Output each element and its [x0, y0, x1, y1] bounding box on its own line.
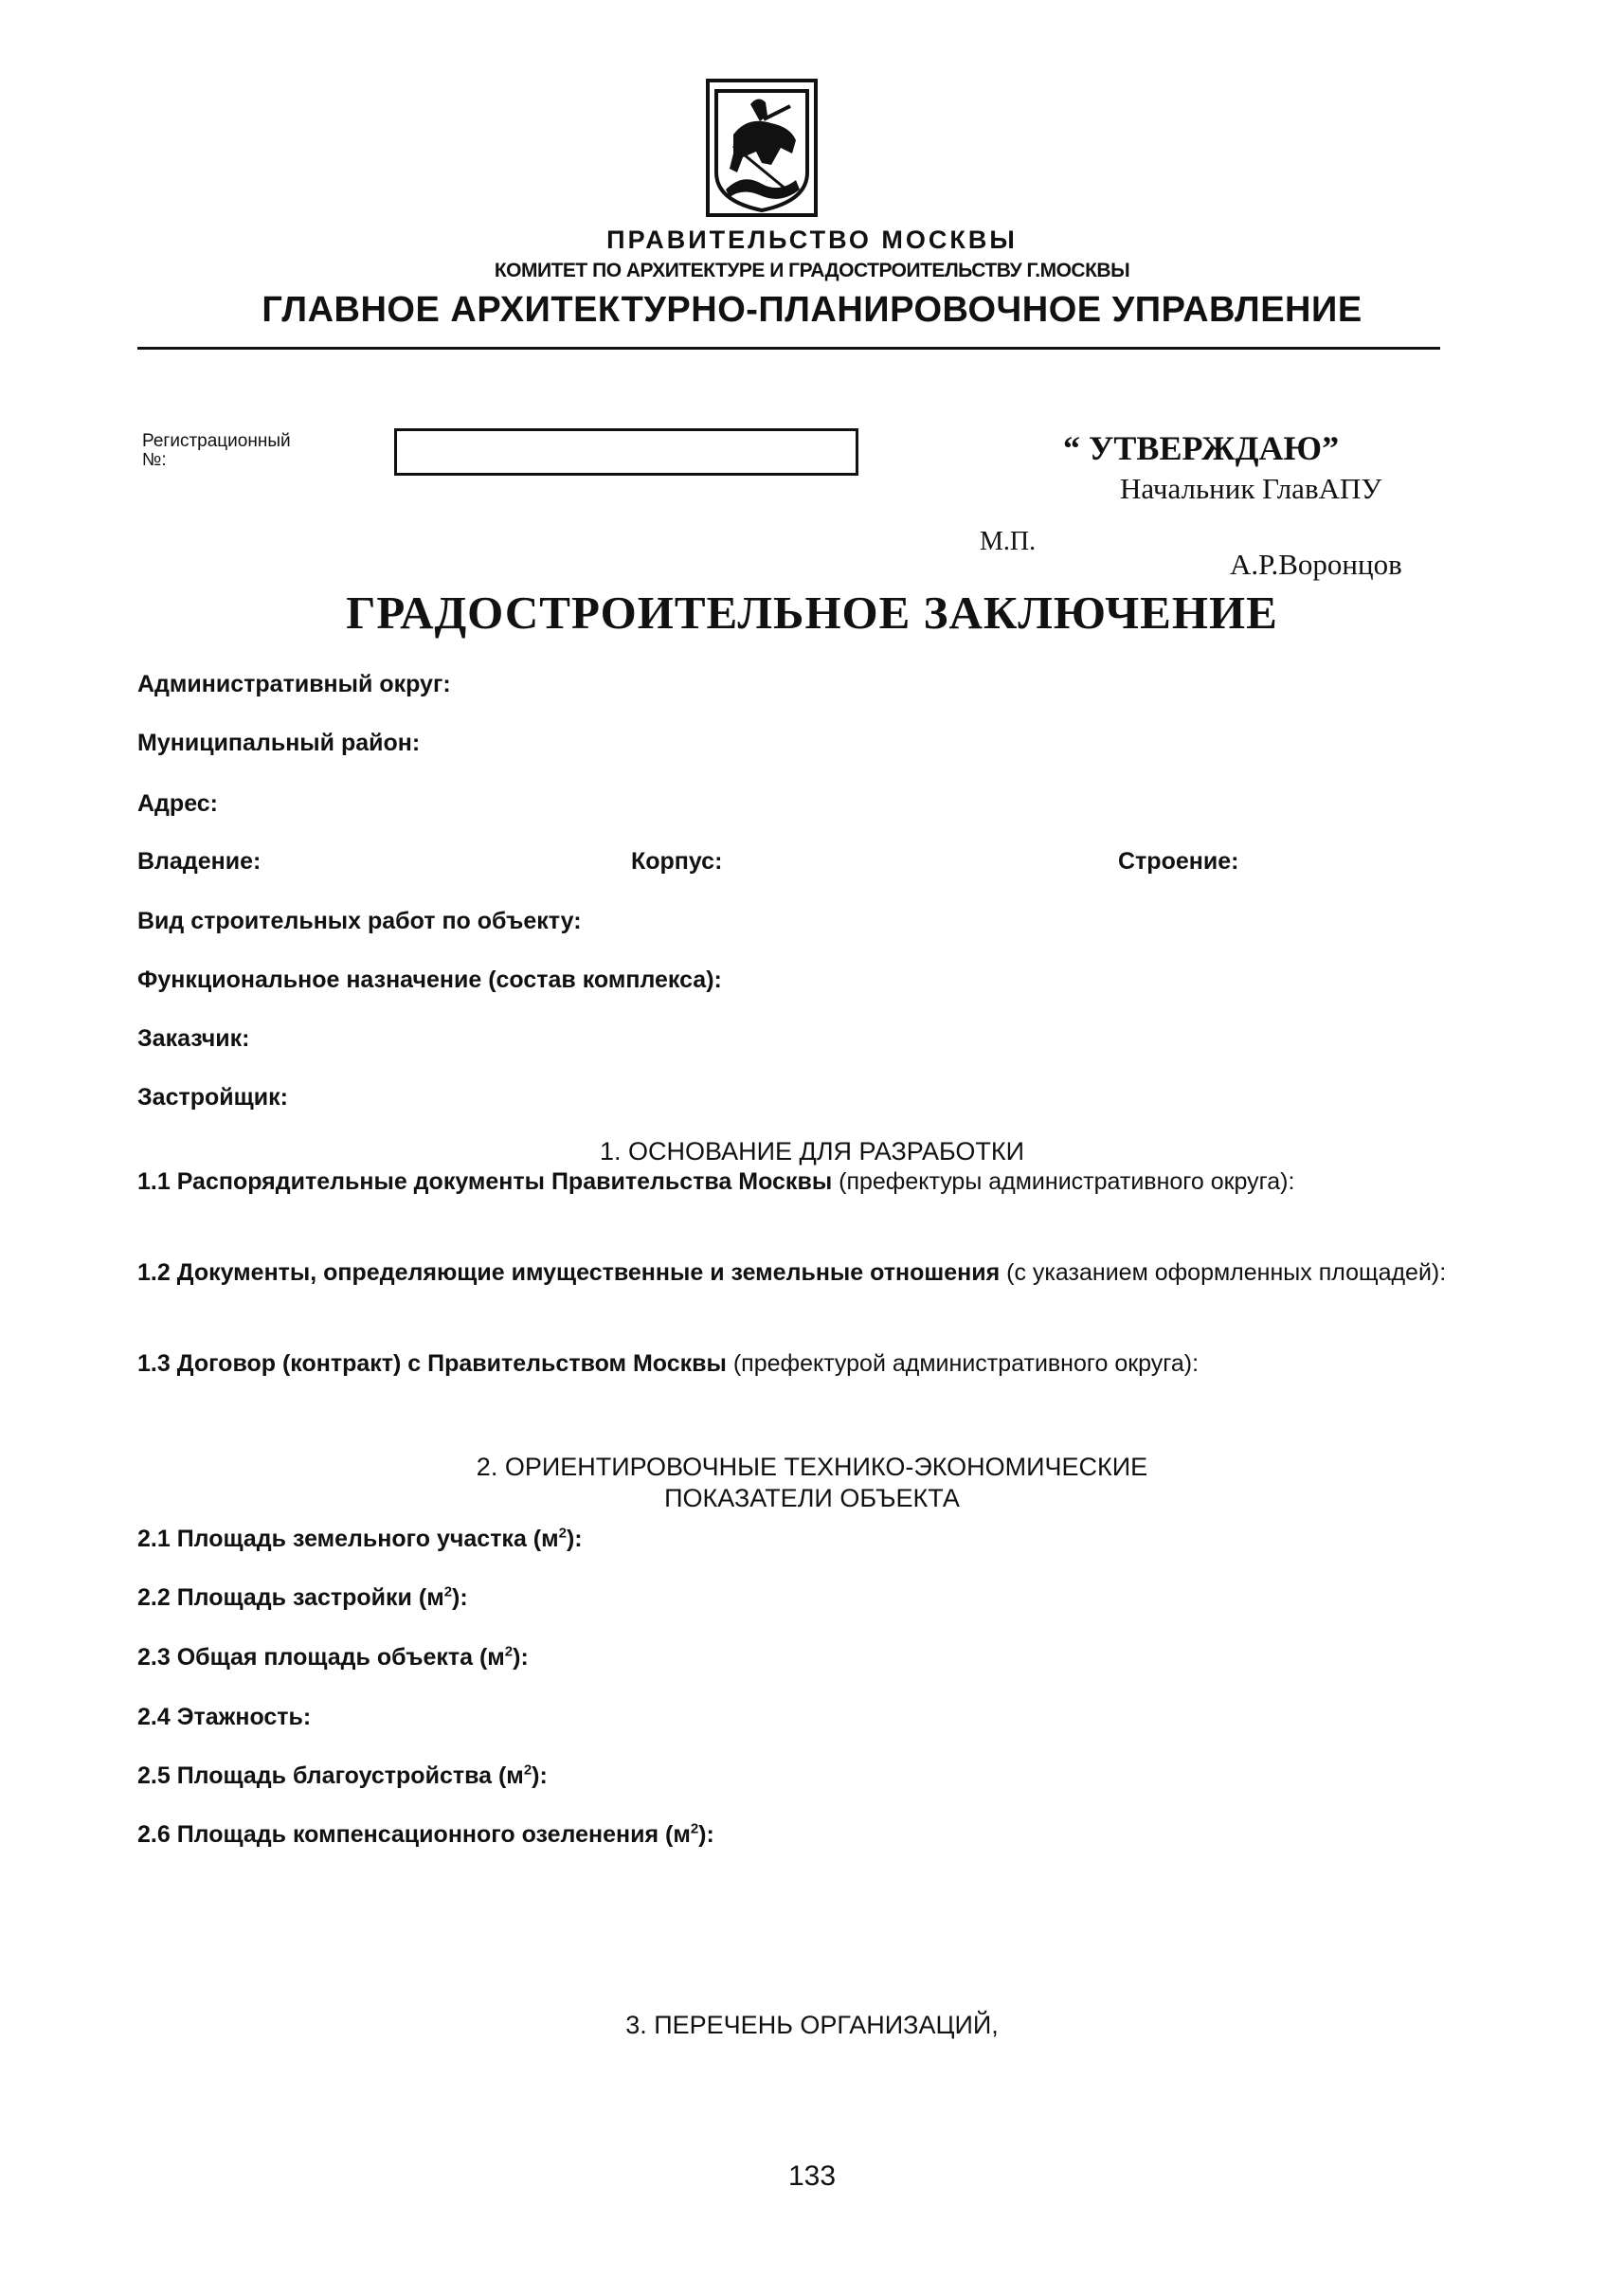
section2-item-1-label: 2.1 Площадь земельного участка (м: [137, 1526, 559, 1552]
section2-item-3-label: 2.3 Общая площадь объекта (м: [137, 1644, 505, 1671]
section2-item-1-tail: ):: [566, 1526, 583, 1552]
registration-number-field[interactable]: [394, 428, 858, 476]
page-number: 133: [787, 2160, 837, 2192]
section1-item-3-bold: 1.3 Договор (контракт) с Правительством Москвы: [137, 1350, 727, 1377]
section1-item-1-normal: (префектуры административного округа):: [832, 1168, 1295, 1195]
field-purpose: Функциональное назначение (состав комплекса):: [137, 967, 722, 993]
section2-item-3-sup: 2: [504, 1643, 514, 1660]
field-address: Адрес:: [137, 790, 218, 817]
section1-item-2: [137, 1256, 1473, 1289]
section2-title-line2: ПОКАЗАТЕЛИ ОБЪЕКТА: [664, 1484, 960, 1512]
approval-position: Начальник ГлавАПУ: [1120, 472, 1382, 505]
field-work-type: Вид строительных работ по объекту:: [137, 908, 582, 934]
moscow-coat-of-arms: [705, 78, 819, 218]
section1-item-2-normal: (с указанием оформленных площадей):: [1000, 1259, 1447, 1286]
section2-item-6: [137, 1821, 714, 1849]
header-government: ПРАВИТЕЛЬСТВО МОСКВЫ: [606, 226, 1018, 254]
field-building: Корпус:: [631, 848, 723, 875]
section2-item-3-tail: ):: [513, 1644, 529, 1671]
coat-of-arms-icon: [705, 78, 819, 218]
field-municipal: Муниципальный район:: [137, 730, 421, 756]
section2-item-5-tail: ):: [532, 1762, 548, 1789]
section3-title: 3. ПЕРЕЧЕНЬ ОРГАНИЗАЦИЙ,: [625, 2011, 999, 2039]
section2-item-2-label: 2.2 Площадь застройки (м: [137, 1584, 444, 1611]
section1-item-3: [137, 1347, 1473, 1380]
registration-label-line2: №:: [142, 450, 167, 470]
section2-item-3: [137, 1644, 529, 1672]
section1-item-3-normal: (префектурой административного округа):: [726, 1350, 1200, 1377]
field-structure: Строение:: [1118, 848, 1239, 875]
section2-item-1: [137, 1526, 583, 1553]
field-district: Административный округ:: [137, 671, 451, 697]
field-customer: Заказчик:: [137, 1025, 250, 1052]
section2-item-5-sup: 2: [523, 1762, 532, 1779]
document-title: ГРАДОСТРОИТЕЛЬНОЕ ЗАКЛЮЧЕНИЕ: [346, 587, 1278, 639]
section2-item-1-sup: 2: [558, 1525, 567, 1542]
section2-item-2: [137, 1584, 468, 1612]
header-department: ГЛАВНОЕ АРХИТЕКТУРНО-ПЛАНИРОВОЧНОЕ УПРАВЛЕНИЕ: [262, 290, 1362, 330]
section1-item-2-bold: 1.2 Документы, определяющие имущественные и земельные отношения: [137, 1259, 1001, 1286]
registration-label: [142, 432, 291, 470]
field-ownership: Владение:: [137, 848, 262, 875]
section2-item-6-label: 2.6 Площадь компенсационного озеленения (м: [137, 1821, 691, 1848]
section2-item-2-sup: 2: [443, 1583, 453, 1600]
approval-stamp: М.П.: [980, 527, 1037, 556]
section2-item-2-tail: ):: [452, 1584, 468, 1611]
approval-title: “ УТВЕРЖДАЮ”: [1063, 429, 1340, 467]
section2-item-5: [137, 1762, 548, 1790]
header-committee: КОМИТЕТ ПО АРХИТЕКТУРЕ И ГРАДОСТРОИТЕЛЬСТВУ Г.МОСКВЫ: [494, 260, 1130, 281]
approval-name: А.Р.Воронцов: [1230, 548, 1402, 581]
section2-item-6-tail: ):: [698, 1821, 714, 1848]
section2-item-4-label: 2.4 Этажность:: [137, 1704, 312, 1730]
section2-item-6-sup: 2: [690, 1820, 699, 1837]
registration-label-line1: Регистрационный: [142, 431, 291, 451]
header-rule: [137, 347, 1440, 350]
section1-item-1-bold: 1.1 Распорядительные документы Правительства Москвы: [137, 1168, 833, 1195]
field-developer: Застройщик:: [137, 1084, 288, 1111]
section2-title-line1: 2. ОРИЕНТИРОВОЧНЫЕ ТЕХНИКО-ЭКОНОМИЧЕСКИЕ: [476, 1453, 1148, 1481]
section2-item-5-label: 2.5 Площадь благоустройства (м: [137, 1762, 524, 1789]
section2-item-4: [137, 1704, 311, 1731]
section1-title: 1. ОСНОВАНИЕ ДЛЯ РАЗРАБОТКИ: [599, 1137, 1025, 1166]
section1-item-1: [137, 1166, 1473, 1198]
